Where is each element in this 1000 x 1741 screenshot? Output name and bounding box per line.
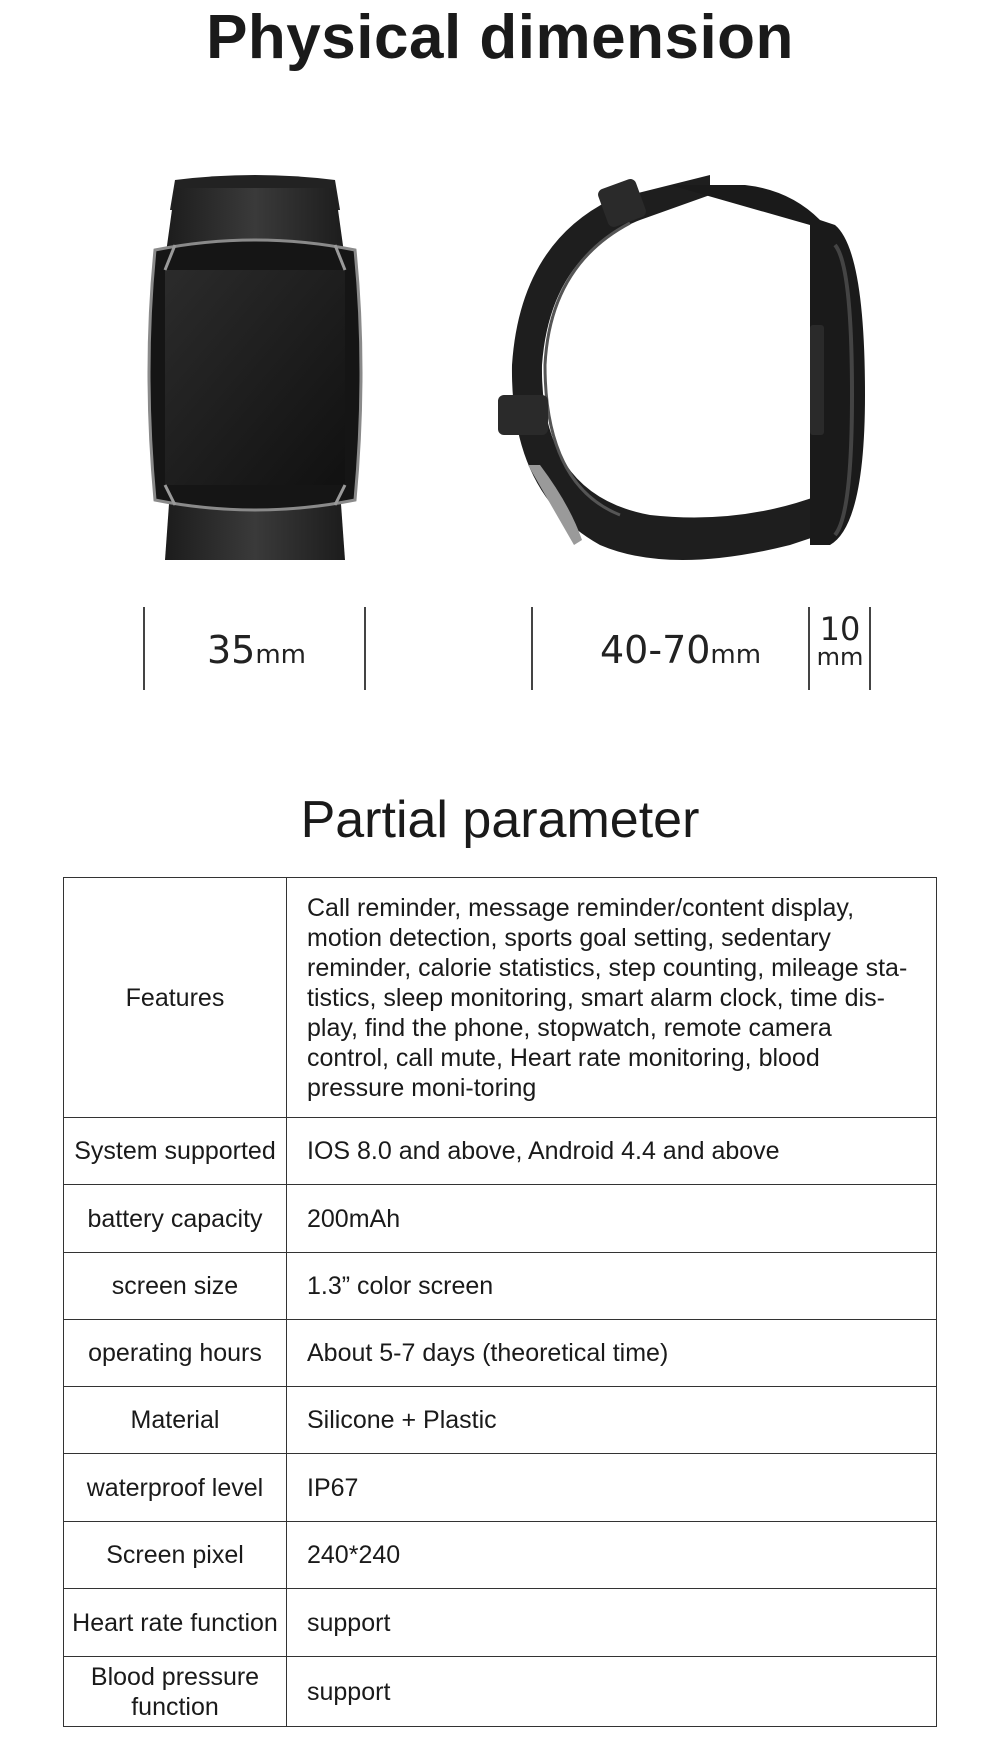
table-row (64, 1253, 937, 1320)
spec-label: Material (64, 1387, 287, 1454)
band-side-view-image (490, 165, 875, 575)
spec-label: System supported (64, 1118, 287, 1185)
spec-value: About 5-7 days (theoretical time) (287, 1320, 937, 1387)
spec-label: battery capacity (64, 1185, 287, 1253)
table-row (64, 1185, 937, 1253)
spec-label: waterproof level (64, 1454, 287, 1522)
table-row (64, 878, 937, 1118)
table-row (64, 1454, 937, 1522)
physical-dimension-heading: Physical dimension (206, 3, 794, 72)
dimension-line (869, 607, 871, 690)
width-dimension (207, 628, 306, 672)
spec-table (63, 877, 937, 1727)
spec-value: IOS 8.0 and above, Android 4.4 and above (287, 1118, 937, 1185)
table-row (64, 1387, 937, 1454)
spec-value: IP67 (287, 1454, 937, 1522)
partial-parameter-heading: Partial parameter (300, 791, 700, 849)
spec-label: Blood pressure function (64, 1657, 287, 1727)
spec-value: 240*240 (287, 1522, 937, 1589)
spec-label: Features (64, 878, 287, 1118)
dimension-line (364, 607, 366, 690)
spec-label: operating hours (64, 1320, 287, 1387)
table-row (64, 1320, 937, 1387)
width-unit: mm (255, 640, 307, 670)
spec-value: Silicone + Plastic (287, 1387, 937, 1454)
thickness-dimension (812, 610, 868, 671)
circumference-unit: mm (710, 640, 762, 670)
dimension-line (143, 607, 145, 690)
spec-label: screen size (64, 1253, 287, 1320)
table-row (64, 1522, 937, 1589)
dimension-line (808, 607, 810, 690)
dimension-line (531, 607, 533, 690)
width-value: 35 (207, 628, 256, 672)
table-row (64, 1118, 937, 1185)
circumference-value: 40-70 (600, 628, 711, 672)
table-row (64, 1589, 937, 1657)
spec-value: support (287, 1657, 937, 1727)
thickness-unit: mm (816, 643, 864, 671)
band-front-view-image (135, 170, 375, 570)
spec-value: 1.3” color screen (287, 1253, 937, 1320)
spec-value: 200mAh (287, 1185, 937, 1253)
spec-label: Heart rate function (64, 1589, 287, 1657)
table-row (64, 1657, 937, 1727)
circumference-dimension (600, 628, 761, 672)
thickness-value: 10 (819, 610, 861, 648)
spec-value: support (287, 1589, 937, 1657)
spec-value: Call reminder, message reminder/content display, motion detection, sports goal setting, sedentary reminder, calorie statistics, step counting, mileage sta-tistics, sleep monitoring, smart alarm clock, time dis-play, find the phone, stopwatch, remote camera control, call mute, Heart rate monitoring, blood pressure moni-toring (287, 878, 937, 1118)
spec-label: Screen pixel (64, 1522, 287, 1589)
